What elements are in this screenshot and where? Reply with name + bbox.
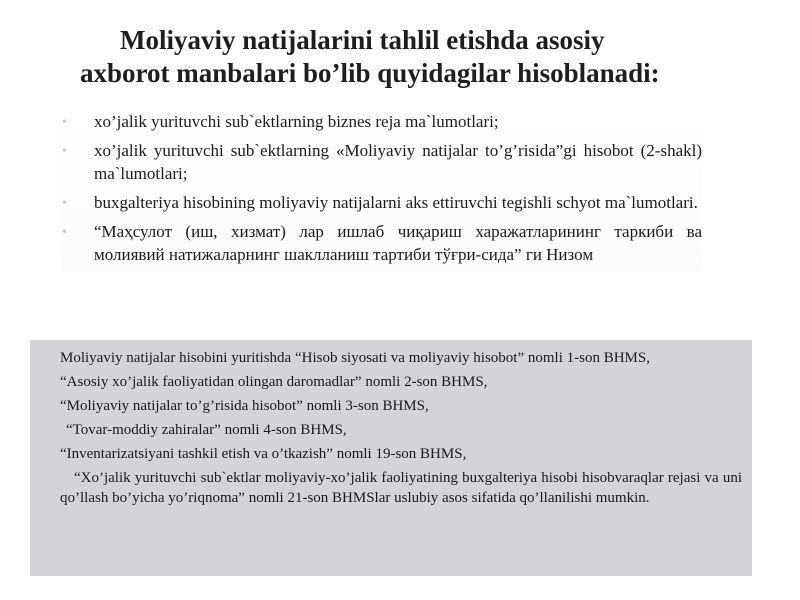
bullet-dot-icon: • xyxy=(62,144,67,159)
title-line-1: Moliyaviy natijalarini tahlil etishda asosiy xyxy=(120,25,605,55)
list-item xyxy=(62,191,702,214)
sources-bullet-list xyxy=(62,110,702,272)
bullet-dot-icon: • xyxy=(62,115,67,130)
list-item-text: buxgalteriya hisobining moliyaviy natijalarni aks ettiruvchi tegishli schyot ma`lumotlari. xyxy=(94,193,698,212)
list-item xyxy=(62,110,702,133)
list-item xyxy=(62,139,702,185)
list-item-text: xo’jalik yurituvchi sub`ektlarning biznes reja ma`lumotlari; xyxy=(94,112,499,131)
info-paragraph: “Tovar-moddiy zahiralar” nomli 4-son BHMS, xyxy=(66,422,347,438)
page-title xyxy=(0,24,800,90)
info-paragraph: Moliyaviy natijalar hisobini yuritishda “Hisob siyosati va moliyaviy hisobot” nomli 1-son BHMS, xyxy=(60,350,650,366)
info-paragraph: “Inventarizatsiyani tashkil etish va o’tkazish” nomli 19-son BHMS, xyxy=(60,446,467,462)
standards-info-box xyxy=(30,340,752,576)
info-paragraph: “Asosiy xo’jalik faoliyatidan olingan daromadlar” nomli 2-son BHMS, xyxy=(60,374,488,390)
info-paragraph: “Moliyaviy natijalar to’g’risida hisobot” nomli 3-son BHMS, xyxy=(60,398,429,414)
title-line-2: axborot manbalari bo’lib quyidagilar hisoblanadi: xyxy=(80,58,660,88)
bullet-dot-icon: • xyxy=(62,225,67,240)
list-item-text: “Маҳсулот (иш, хизмат) лар ишлаб чиқариш харажатларининг таркиби ва молиявий натижаларнинг шаклланиш тартиби тўғри-сида” ги Низом xyxy=(94,222,702,264)
list-item xyxy=(62,220,702,266)
list-item-text: xo’jalik yurituvchi sub`ektlarning «Moliyaviy natijalar to’g’risida”gi hisobot (2-shakl) ma`lumotlari; xyxy=(94,141,702,183)
info-paragraph: “Xo’jalik yurituvchi sub`ektlar moliyaviy-xo’jalik faoliyatining buxgalteriya hisobi hisobvaraqlar rejasi va uni qo’llash bo’yicha yo’riqnoma” nomli 21-son BHMSlar uslubiy asos sifatida qo’llanilishi mumkin. xyxy=(60,470,742,506)
bullet-dot-icon: • xyxy=(62,196,67,211)
